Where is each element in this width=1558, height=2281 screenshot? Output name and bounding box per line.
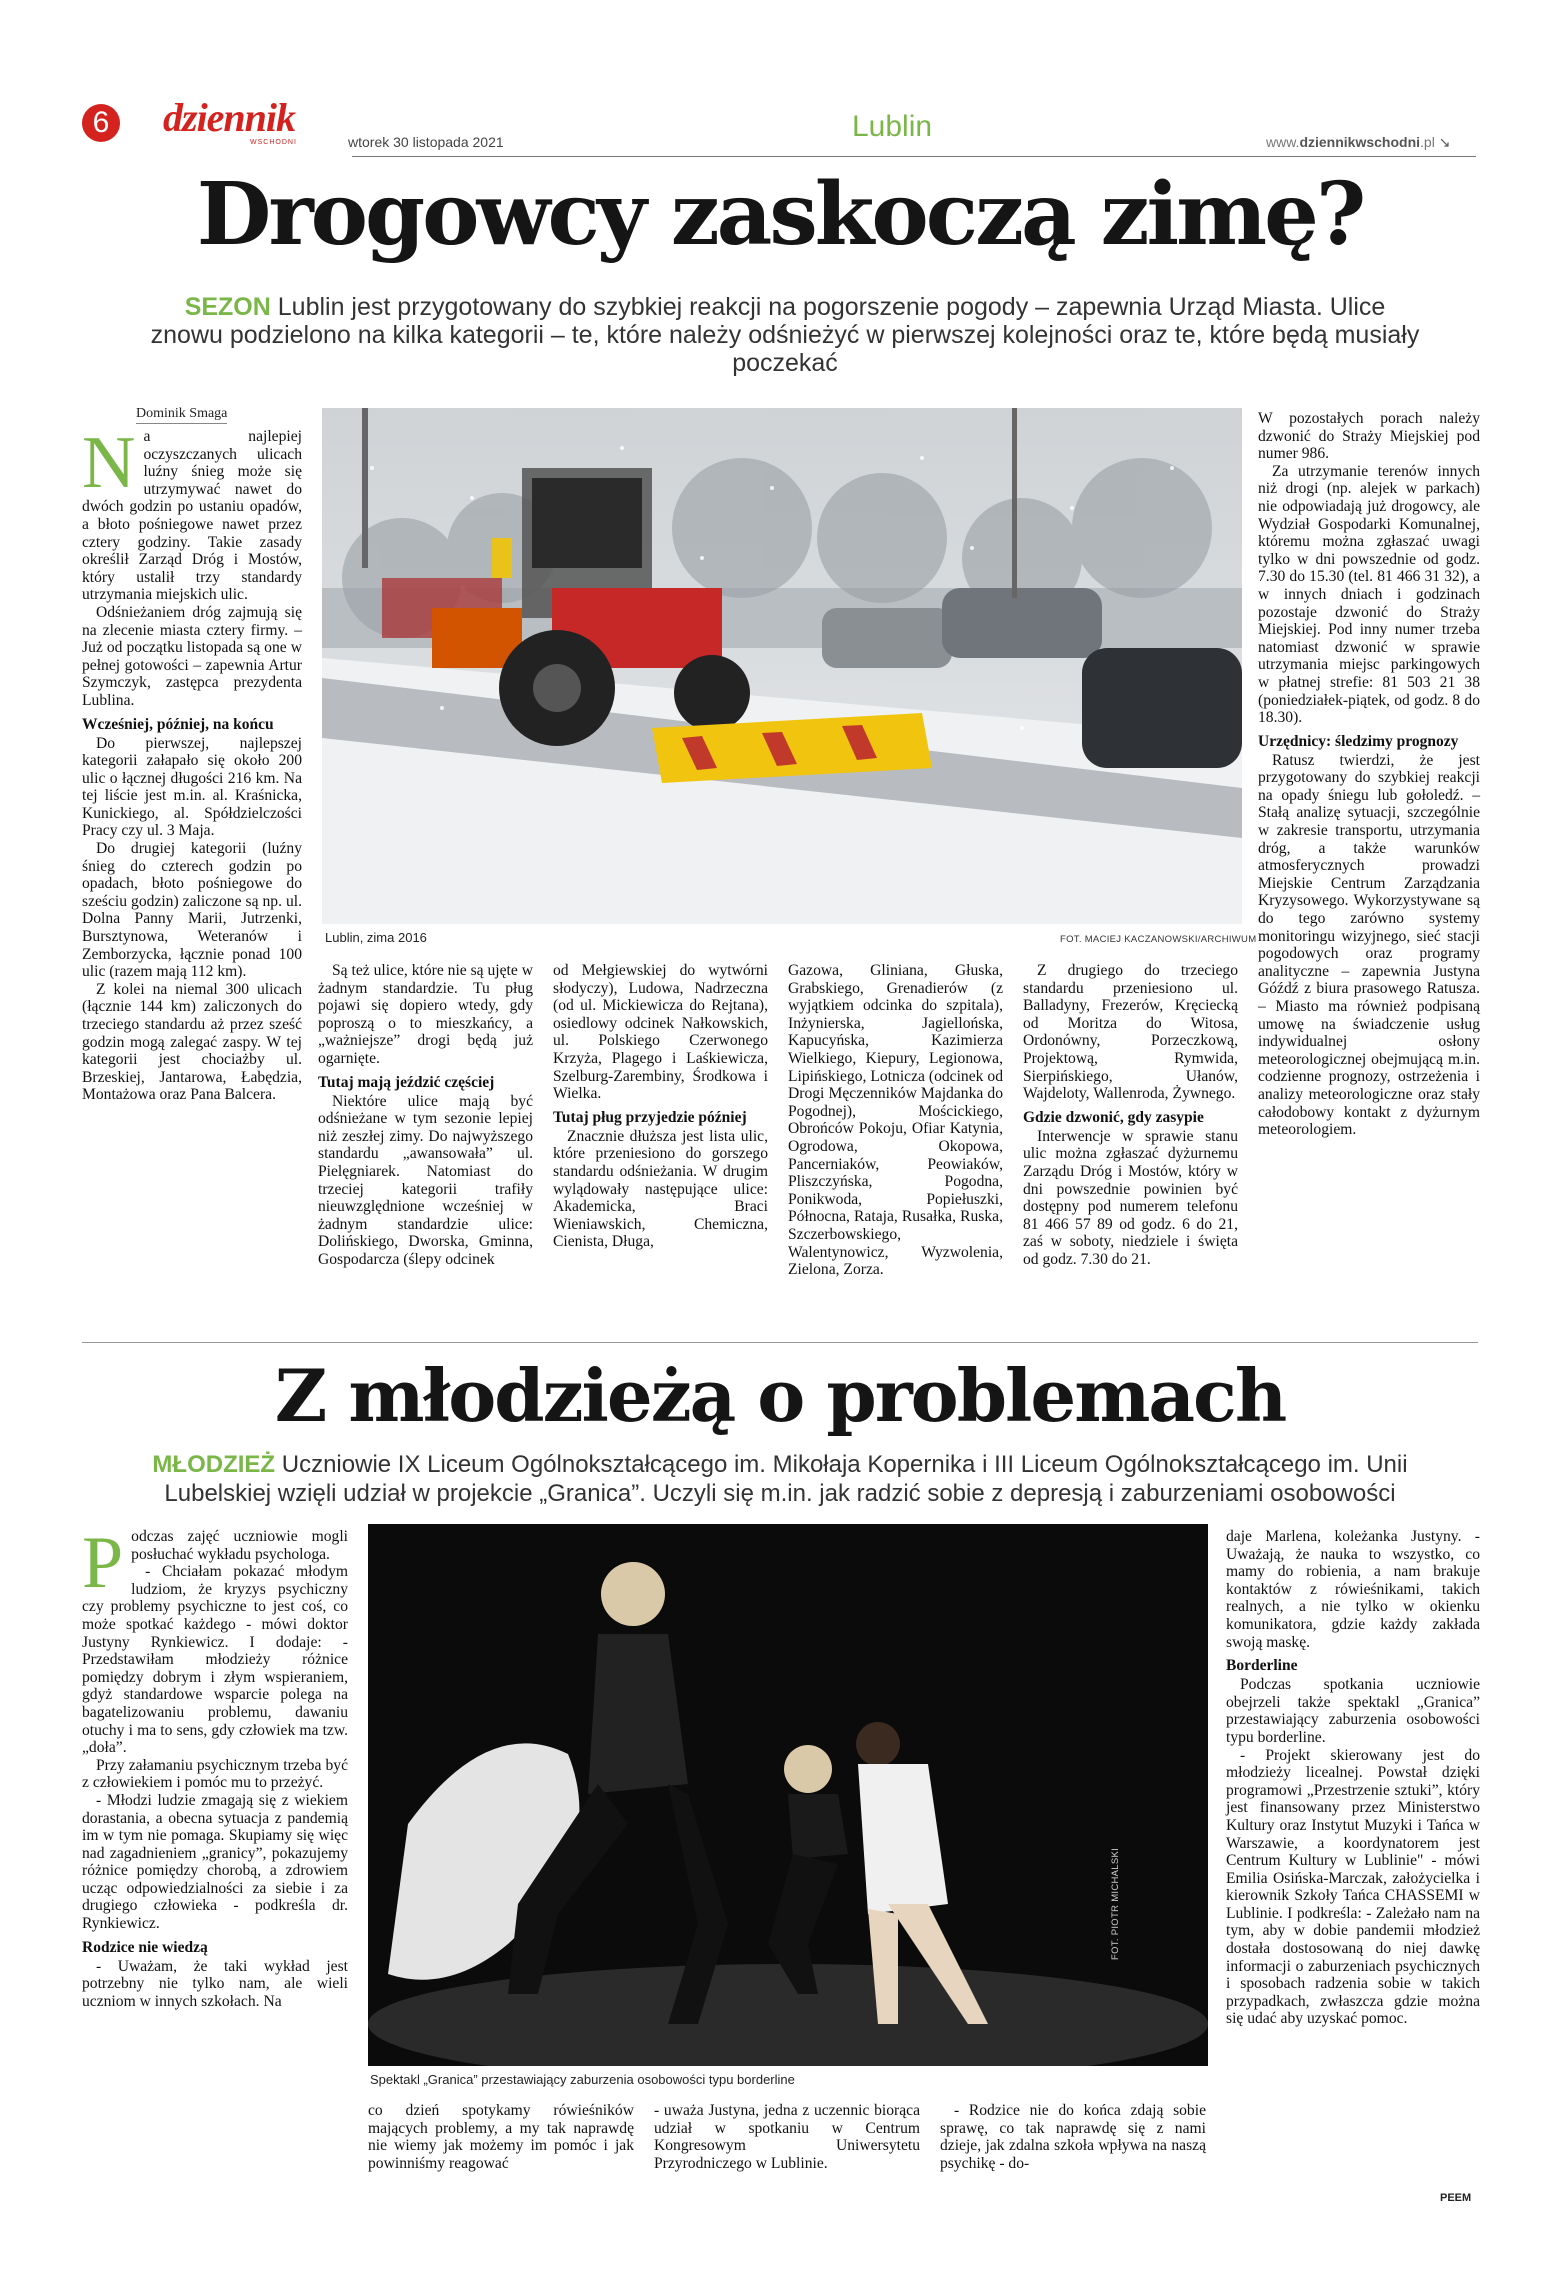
- paragraph: daje Marlena, koleżanka Justyny. - Uważają, że nauka to wszystko, co mamy do robienia, a nam brakuje kontaktów z rówieśnikami, takich realnych, a nie tylko w okienku komunikatora, gdzie każdy zakłada swoją maskę.: [1226, 1528, 1480, 1651]
- paragraph: Z drugiego do trzeciego standardu przeniesiono ul. Balladyny, Frezerów, Kręciecką od Moritza do Witosa, Ordonówny, Porzeczkową, Projektową, Rymwida, Sierpińskiego, Ułanów, Wajdeloty, Wallenroda, Żywnego.: [1023, 962, 1238, 1103]
- subheading: Borderline: [1226, 1657, 1298, 1675]
- paragraph: Są też ulice, które nie są ujęte w żadnym standardzie. Tu pług pojawi się dopiero wtedy, gdy poproszą o to mieszkańcy, a „ważniejsze” drogi będą już ogarnięte.: [318, 962, 533, 1067]
- header-rule: [352, 156, 1476, 157]
- paragraph: - Młodzi ludzie zmagają się z wiekiem dorastania, a obecna sytuacja z pandemią im w tym nie pomaga. Skupiamy się więc nad zagadnieniem „granicy”, pokazujemy różnice pomiędzy chorobą, a zdrowiem ucząc odpowiedzialności za siebie i za drugiego człowieka - podkreśla dr. Rynkiewicz.: [82, 1791, 348, 1933]
- snowplow-illustration: [322, 408, 1242, 924]
- paragraph: Gazowa, Gliniana, Głuska, Grabskiego, Grenadierów (z wyjątkiem odcinka do szpitala), Inżynierska, Jagiellońska, Kapucyńska, Kazimierza Wielkiego, Kiepury, Legionowa, Lipińskiego, Lotnicza (odcinek od Drogi Męczenników Majdanka do Pogodnej), Mościckiego, Obrońców Pokoju, Ofiar Katynia, Ogrodowa, Okopowa, Pancerniaków, Peowiaków, Pliszczyńska, Pogodna, Ponikwoda, Popiełuszki, Północna, Rataja, Rusałka, Ruska, Szczerbowskiego, Walentynowicz, Wyzwolenia, Zielona, Zorza.: [788, 962, 1003, 1279]
- subheading: Rodzice nie wiedzą: [82, 1938, 208, 1956]
- paragraph: Niektóre ulice mają być odśnieżane w tym sezonie lepiej niż zeszłej zimy. Do najwyższego standardu „awansowała” ul. Pielęgniarek. Natomiast do trzeciej kategorii trafiły nieuwzględnione wcześniej w żadnym standardzie ulice: Dolińskiego, Dworska, Gminna, Gospodarcza (ślepy odcinek: [318, 1092, 533, 1268]
- paragraph: Znacznie dłuższa jest lista ulic, które przeniesiono do gorszego standardu odśnieżania. W drugim wylądowały następujące ulice: Akademicka, Braci Wieniawskich, Chemiczna, Cienista, Długa,: [553, 1127, 768, 1251]
- paragraph: W pozostałych porach należy dzwonić do Straży Miejskiej pod numer 986.: [1258, 410, 1480, 463]
- article1-col1: [82, 422, 302, 1104]
- article1-col3: [553, 962, 768, 1251]
- paragraph: Podczas spotkania uczniowie obejrzeli także spektakl „Granica” przestawiający zaburzenia osobowości typu borderline.: [1226, 1676, 1480, 1746]
- article2-col5: [1226, 1528, 1480, 2028]
- photo-credit-1: FOT. MACIEJ KACZANOWSKI/ARCHIWUM: [1060, 934, 1257, 945]
- dance-performance-photo: [368, 1524, 1208, 2066]
- masthead-logo: [163, 95, 296, 140]
- photo-caption-1: Lublin, zima 2016: [325, 930, 427, 945]
- page-number: 6: [92, 106, 110, 139]
- lead-text-1: Lublin jest przygotowany do szybkiej reakcji na pogorszenie pogody – zapewnia Urząd Miasta. Ulice znowu podzielono na kilka kategorii – te, które należy odśnieżyć w pierwszej kolejności oraz te, które będą musiały poczekać: [150, 293, 1420, 377]
- photo-caption-2: Spektakl „Granica” przestawiający zaburzenia osobowości typu borderline: [370, 2072, 795, 2087]
- paragraph: Do pierwszej, najlepszej kategorii załapało się około 200 ulic o łącznej długości 216 km. Na tej liście jest m.in. al. Kraśnicka, Kunickiego, al. Spółdzielczości Pracy czy ul. 3 Maja.: [82, 734, 302, 840]
- paragraph: Odśnieżaniem dróg zajmują się na zlecenie miasta cztery firmy. – Już od początku listopada są one w pełnej gotowości – zapewnia Artur Szymczyk, zastępca prezydenta Lublina.: [82, 603, 302, 709]
- author-signature: PEEM: [1440, 2192, 1472, 2204]
- article2-col4: [940, 2102, 1206, 2172]
- lead-2: [100, 1450, 1460, 1508]
- paragraph: Za utrzymanie terenów innych niż drogi (np. alejek w parkach) nie odpowiadają już drogowcy, ale Wydział Gospodarki Komunalnej, któremu można zgłaszać uwagi tylko w dni powszednie od godz. 7.30 do 15.30 (tel. 81 466 31 32), a w innych dniach i godzinach pozostaje dzwonić do Straży Miejskiej. Pod inny numer trzeba natomiast dzwonić w sprawie utrzymania miejsc parkingowych w płatnej strefie: 81 503 21 38 (poniedziałek-piątek, od godz. 8 do 18.30).: [1258, 462, 1480, 727]
- paragraph: - Chciałam pokazać młodym ludziom, że kryzys psychiczny czy problemy psychiczne to jest coś, co może spotkać każdego - mówi doktor Justyny Rynkiewicz. I dodaje: - Przedstawiłam młodzieży różnice pomiędzy dobrym i złym wspieraniem, gdyż standardowe wsparcie polega na bagatelizowaniu problemu, dawaniu otuchy i ma to sens, gdy człowiek ma tzw. „doła”.: [82, 1563, 348, 1757]
- snowplow-photo: [322, 408, 1242, 924]
- subheading: Tutaj pług przyjedzie później: [553, 1108, 747, 1126]
- dropcap-1: N: [82, 422, 136, 504]
- article2-col3: [654, 2102, 920, 2172]
- article2-col2: [368, 2102, 634, 2172]
- paragraph: - Projekt skierowany jest do młodzieży licealnej. Powstał dzięki programowi „Przestrzenie sztuki”, który jest finansowany przez Ministerstwo Kultury oraz Instytut Muzyki i Tańca w Warszawie, a koordynatorem jest Centrum Kultury w Lublinie" - mówi Emilia Osińska-Marczak, założycielka i kierownik Szkoły Tańca CHASSEMI w Lublinie. I podkreśla: - Zależało nam na tym, aby w dobie pandemii młodzież dostała dostosowaną do niej dawkę informacji o zaburzeniach psychicznych i sposobach radzenia sobie w takich przypadkach, zwłaszcza gdzie można się udać aby uzyskać pomoc.: [1226, 1746, 1480, 2028]
- article-separator: [82, 1342, 1478, 1343]
- paragraph: Z kolei na niemal 300 ulicach (łącznie 144 km) zaliczonych do trzeciego standardu aż przez sześć godzin mogą zalegać zaspy. W tej kategorii jest chociażby ul. Brzeskiej, Jantarowa, Łabędzia, Montażowa oraz Pana Balcera.: [82, 980, 302, 1104]
- paragraph: odczas zajęć uczniowie mogli posłuchać wykładu psychologa.: [131, 1528, 348, 1563]
- paragraph: co dzień spotykamy rówieśników mających problemy, a my tak naprawdę nie wiemy jak możemy im pomóc i jak powinniśmy reagować: [368, 2102, 634, 2172]
- headline-2: Z młodzieżą o problemach: [274, 1353, 1286, 1438]
- paragraph: a najlepiej oczyszczanych ulicach luźny śnieg może się utrzymywać nawet do dwóch godzin po ustaniu opadów, a błoto pośniegowe nawet przez cztery godziny. Takie zasady określił Zarząd Dróg i Mostów, który ustalił trzy standardy utrzymania miejskich ulic.: [82, 428, 302, 604]
- dance-illustration: [368, 1524, 1208, 2066]
- section-name: Lublin: [852, 110, 933, 143]
- article1-col4: [788, 962, 1003, 1279]
- page-number-badge: [82, 104, 120, 142]
- article1-col2: [318, 962, 533, 1269]
- issue-date: wtorek 30 listopada 2021: [348, 134, 504, 150]
- author-byline: Dominik Smaga: [136, 406, 227, 424]
- article1-col6: [1258, 410, 1480, 1139]
- lead-1: [150, 293, 1420, 377]
- article1-col5: [1023, 962, 1238, 1269]
- dropcap-2: P: [82, 1522, 124, 1604]
- photo-credit-2: FOT. PIOTR MICHALSKI: [1110, 1847, 1121, 1960]
- article2-col1: [82, 1522, 348, 2010]
- headline-1: Drogowcy zaskoczą zimę?: [196, 164, 1364, 265]
- paragraph: - Rodzice nie do końca zdają sobie sprawę, co tak naprawdę się z nami dzieje, jak zdalna szkoła wpływa na naszą psychikę - do-: [940, 2102, 1206, 2172]
- paragraph: Do drugiej kategorii (luźny śnieg do czterech godzin po opadach, błoto pośniegowe do sześciu godzin) zaliczone są np. ul. Dolna Panny Marii, Jutrzenki, Bursztynowa, Weteranów i Zemborzycka, łącznie ponad 100 ulic (razem mają 112 km).: [82, 840, 302, 981]
- subheading: Gdzie dzwonić, gdy zasypie: [1023, 1108, 1204, 1126]
- paragraph: Przy załamaniu psychicznym trzeba być z człowiekiem i pomóc mu to przeżyć.: [82, 1756, 348, 1792]
- paragraph: Ratusz twierdzi, że jest przygotowany do szybkiej reakcji na opady śniegu lub gołoledź. – Stałą analizę sytuacji, szczególnie w zakresie transportu, utrzymania dróg, a także warunków atmosferycznych prowadzi Miejskie Centrum Zarządzania Kryzysowego. Wykorzystywane są do tego zarówno systemy monitoringu wizyjnego, sieć stacji pogodowych oraz programy analityczne – zapewnia Justyna Góźdź z biura prasowego Ratusza. – Miasto ma również podpisaną umowę na świadczenie usług indywidualnej osłony meteorologicznej obejmującą m.in. codzienne prognozy, ostrzeżenia i analizy meteorologiczne oraz stały całodobowy kontakt z dyżurnym meteorologiem.: [1258, 751, 1480, 1139]
- paragraph: od Mełgiewskiej do wytwórni słodyczy), Ludowa, Nadrzeczna (od ul. Mickiewicza do Rejtana), osiedlowy odcinek Nałkowskich, ul. Polskiego Czerwonego Krzyża, Plagego i Laśkiewicza, Szelburg-Zarembiny, Środkowa i Wielka.: [553, 962, 768, 1103]
- website-link[interactable]: www.dziennikwschodni.pl ↘: [1266, 134, 1451, 150]
- paragraph: Interwencje w sprawie stanu ulic można zgłaszać dyżurnemu Zarządu Dróg i Mostów, który w dni powszednie powinien być dostępny pod numerem telefonu 81 466 57 89 od godz. 6 do 21, zaś w soboty, niedziele i święta od godz. 7.30 do 21.: [1023, 1127, 1238, 1268]
- lead-text-2: Uczniowie IX Liceum Ogólnokształcącego im. Mikołaja Kopernika i III Liceum Ogólnokształcącego im. Unii Lubelskiej wzięli udział w projekcie „Granica”. Uczyli się m.in. jak radzić sobie z depresją i zaburzeniami osobowości: [164, 1451, 1408, 1507]
- cursor-icon: ↘: [1438, 134, 1451, 150]
- subheading: Wcześniej, później, na końcu: [82, 715, 274, 733]
- subheading: Urzędnicy: śledzimy prognozy: [1258, 732, 1459, 750]
- subheading: Tutaj mają jeździć częściej: [318, 1073, 495, 1091]
- lead-tag-2: MŁODZIEŻ: [152, 1451, 276, 1478]
- paragraph: - Uważam, że taki wykład jest potrzebny nie tylko nam, ale wieli uczniom w innych szkołach. Na: [82, 1957, 348, 2010]
- paragraph: - uważa Justyna, jedna z uczennic biorąca udział w spotkaniu w Centrum Kongresowym Uniwersytetu Przyrodniczego w Lublinie.: [654, 2102, 920, 2172]
- logo-text: dziennik: [163, 95, 296, 140]
- logo-subtitle: WSCHODNI: [250, 139, 297, 146]
- lead-tag-1: SEZON: [184, 293, 271, 321]
